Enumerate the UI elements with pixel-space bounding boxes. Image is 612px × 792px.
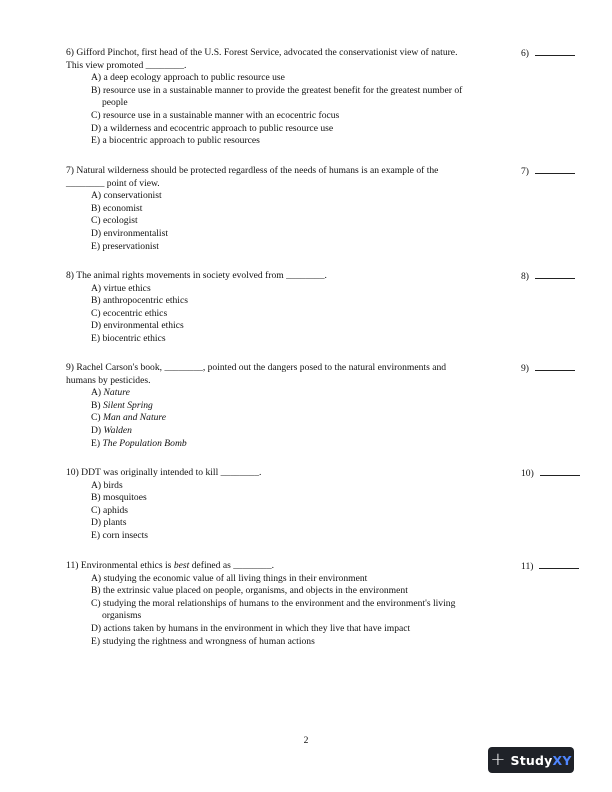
question-11 bbox=[66, 560, 586, 648]
option-continuation: people bbox=[102, 97, 128, 109]
option bbox=[91, 438, 517, 451]
option: A) virtue ethics bbox=[91, 282, 151, 294]
logo-wordmark bbox=[511, 753, 572, 768]
option bbox=[91, 85, 517, 110]
option: B) mosquitoes bbox=[91, 492, 147, 504]
option: B) economist bbox=[91, 202, 143, 214]
option-continuation: organisms bbox=[102, 610, 142, 622]
answer-number: 8) bbox=[521, 271, 529, 282]
option-label: B) bbox=[91, 399, 101, 411]
answer-blank-6[interactable] bbox=[521, 47, 581, 61]
stem-line: 9) Rachel Carson's book, ________, pointed out the dangers posed to the natural environments and bbox=[66, 362, 447, 373]
answer-blank-11[interactable] bbox=[521, 560, 581, 574]
question-stem bbox=[66, 47, 508, 72]
book-title: Walden bbox=[103, 424, 132, 436]
answer-number: 7) bbox=[521, 166, 529, 177]
option: B) anthropocentric ethics bbox=[91, 295, 188, 307]
stem-line: 8) The animal rights movements in society evolved from ________. bbox=[66, 270, 327, 281]
option: D) plants bbox=[91, 517, 127, 529]
option-label: A) bbox=[91, 387, 102, 399]
plus-icon: + bbox=[490, 749, 506, 770]
answer-blank-9[interactable] bbox=[521, 362, 581, 376]
option: A) birds bbox=[91, 479, 123, 491]
answer-line[interactable] bbox=[535, 362, 575, 371]
option: E) studying the rightness and wrongness of human actions bbox=[91, 635, 315, 647]
question-7 bbox=[66, 165, 586, 253]
stem-text: defined as ________. bbox=[189, 560, 275, 571]
stem-line: ________ point of view. bbox=[66, 177, 160, 189]
logo-xy: XY bbox=[552, 752, 572, 768]
answer-number: 6) bbox=[521, 48, 529, 59]
option: D) environmental ethics bbox=[91, 320, 184, 332]
stem-line: 10) DDT was originally intended to kill ________. bbox=[66, 467, 262, 478]
answer-line[interactable] bbox=[539, 560, 579, 569]
question-stem bbox=[66, 560, 508, 573]
stem-line: 7) Natural wilderness should be protected regardless of the needs of humans is an example of the bbox=[66, 165, 439, 176]
answer-blank-8[interactable] bbox=[521, 270, 581, 284]
answer-blank-10[interactable] bbox=[521, 467, 581, 481]
answer-blank-7[interactable] bbox=[521, 165, 581, 179]
option-text: B) resource use in a sustainable manner to provide the greatest benefit for the greatest number of bbox=[91, 84, 463, 96]
option-label: D) bbox=[91, 424, 102, 436]
answer-line[interactable] bbox=[540, 467, 580, 476]
logo-study: Study bbox=[510, 752, 553, 768]
option-text: C) studying the moral relationships of humans to the environment and the environment's living bbox=[91, 597, 456, 609]
question-stem bbox=[66, 362, 508, 387]
answer-number: 9) bbox=[521, 363, 529, 374]
book-title: Silent Spring bbox=[103, 399, 153, 411]
option: A) studying the economic value of all living things in their environment bbox=[91, 572, 368, 584]
option: D) actions taken by humans in the environment in which they live that have impact bbox=[91, 622, 411, 634]
option: D) a wilderness and ecocentric approach to public resource use bbox=[91, 122, 334, 134]
answer-number: 11) bbox=[521, 561, 534, 572]
option bbox=[91, 598, 517, 623]
option: C) ecocentric ethics bbox=[91, 307, 168, 319]
option: E) corn insects bbox=[91, 529, 149, 541]
question-8 bbox=[66, 270, 586, 346]
option: D) environmentalist bbox=[91, 227, 168, 239]
stem-line: humans by pesticides. bbox=[66, 374, 151, 386]
stem-line: 6) Gifford Pinchot, first head of the U.S. Forest Service, advocated the conservationist view of nature. bbox=[66, 47, 458, 58]
question-stem bbox=[66, 467, 508, 480]
question-10 bbox=[66, 467, 586, 543]
option: C) resource use in a sustainable manner with an ecocentric focus bbox=[91, 109, 340, 121]
option: C) aphids bbox=[91, 504, 129, 516]
option: B) the extrinsic value placed on people, organisms, and objects in the environment bbox=[91, 585, 408, 597]
option bbox=[91, 387, 517, 400]
option: A) conservationist bbox=[91, 190, 162, 202]
option: E) biocentric ethics bbox=[91, 332, 166, 344]
stem-line bbox=[66, 560, 508, 573]
stem-line: This view promoted ________. bbox=[66, 59, 187, 71]
page-number: 2 bbox=[303, 735, 309, 746]
option: E) a biocentric approach to public resources bbox=[91, 135, 260, 147]
studyxy-logo[interactable] bbox=[488, 747, 574, 773]
option: A) a deep ecology approach to public resource use bbox=[91, 72, 285, 84]
stem-text: 11) Environmental ethics is bbox=[66, 560, 174, 571]
option: E) preservationist bbox=[91, 240, 159, 252]
book-title: Nature bbox=[103, 387, 130, 399]
option bbox=[91, 425, 517, 438]
question-stem bbox=[66, 165, 508, 190]
stem-emphasis: best bbox=[173, 560, 190, 571]
option bbox=[91, 412, 517, 425]
answer-number: 10) bbox=[521, 468, 534, 479]
answer-line[interactable] bbox=[535, 47, 575, 56]
option-label: E) bbox=[91, 437, 101, 449]
option bbox=[91, 400, 517, 413]
book-title: Man and Nature bbox=[103, 412, 167, 424]
answer-line[interactable] bbox=[535, 165, 575, 174]
book-title: The Population Bomb bbox=[102, 437, 187, 449]
question-6 bbox=[66, 47, 586, 148]
answer-line[interactable] bbox=[535, 270, 575, 279]
option: C) ecologist bbox=[91, 215, 138, 227]
question-9 bbox=[66, 362, 586, 450]
option-label: C) bbox=[91, 412, 101, 424]
question-stem bbox=[66, 270, 508, 283]
